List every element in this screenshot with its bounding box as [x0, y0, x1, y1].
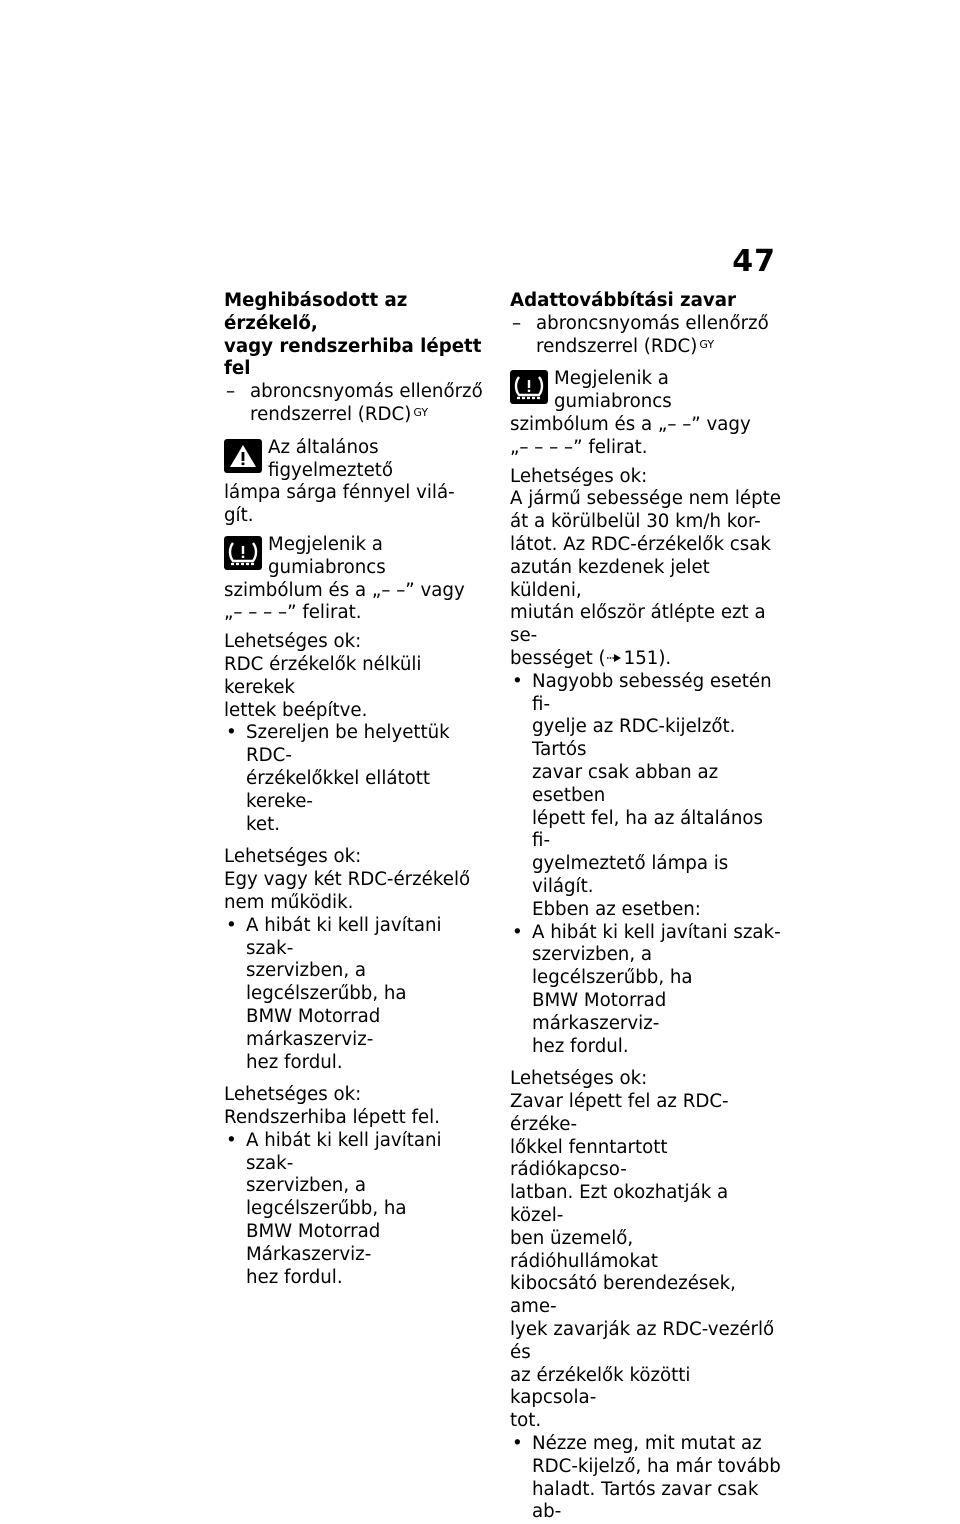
text-line: Egy vagy két RDC-érzékelő: [224, 869, 471, 891]
text-line: lettek beépítve.: [224, 699, 368, 721]
heading-line: Meghibásodott az érzékelő,: [224, 290, 408, 334]
text-line: érzékelőkkel ellátott kereke-: [246, 767, 431, 812]
text-line: gyelje az RDC-kijelzőt. Tartós: [532, 716, 736, 761]
text-line: A jármű sebessége nem lépte: [510, 488, 781, 510]
text-line: Az általános figyelmeztető: [268, 436, 394, 481]
text-line: Szereljen be helyettük RDC-: [246, 722, 450, 767]
page-reference[interactable]: 151).: [623, 647, 672, 669]
text-line: zavar csak abban az esetben: [532, 761, 719, 806]
text-line: szervizben, a legcélszerűbb, ha: [246, 1175, 407, 1220]
bullet-item: [510, 671, 782, 922]
dash-marker: –: [226, 381, 236, 403]
tire-indicator-block: [510, 368, 782, 459]
text-line: „– – – –” felirat.: [224, 602, 362, 624]
text-line: az érzékelők közötti kapcsola-: [510, 1364, 691, 1409]
section-heading: [224, 290, 492, 381]
text-line: haladt. Tartós zavar csak ab-: [532, 1478, 759, 1523]
bullet-item: [510, 1433, 782, 1524]
text-line: hez fordul.: [246, 1051, 343, 1073]
bullet-marker: •: [512, 1433, 523, 1455]
text-line: gyelmeztető lámpa is világít.: [532, 853, 729, 897]
text-line: Nézze meg, mit mutat az: [532, 1433, 762, 1455]
text-line: BMW Motorrad márkaszerviz-: [532, 989, 667, 1034]
page-reference-arrow-icon: [606, 648, 624, 671]
text-line: miután először átlépte ezt a se-: [510, 602, 766, 647]
text-line: ket.: [246, 813, 280, 835]
text-line: hez fordul.: [532, 1035, 629, 1057]
text-line: azután kezdenek jelet küldeni,: [510, 556, 710, 601]
text-line: nem működik.: [224, 891, 354, 913]
text-line: Nagyobb sebesség esetén fi-: [532, 670, 772, 715]
bullet-marker: •: [226, 914, 237, 936]
text-line: lőkkel fenntartott rádiókapcso-: [510, 1136, 668, 1181]
superscript: GY: [699, 337, 715, 351]
right-column: [510, 290, 782, 1524]
bullet-marker: •: [512, 921, 523, 943]
text-line: tot.: [510, 1410, 542, 1432]
text-line: Megjelenik a gumiabroncs: [268, 533, 386, 578]
cause-label: Lehetséges ok:: [224, 846, 362, 868]
cause-label: Lehetséges ok:: [224, 1084, 362, 1106]
text-line: Zavar lépett fel az RDC-érzéke-: [510, 1091, 729, 1135]
text-line: szimbólum és a „– –” vagy: [510, 413, 751, 435]
text-line: abroncsnyomás ellenőrző: [250, 381, 483, 403]
text-line: szervizben, a legcélszerűbb, ha: [246, 960, 407, 1005]
text-line: A hibát ki kell javítani szak-: [532, 921, 781, 943]
text-line: Rendszerhiba lépett fel.: [224, 1107, 440, 1129]
tire-pressure-icon: [510, 370, 548, 404]
text-line: bességet (: [510, 647, 606, 669]
text-line: át a körülbelül 30 km/h kor-: [510, 511, 761, 533]
text-line: BMW Motorrad márkaszerviz-: [246, 1005, 381, 1050]
tire-pressure-icon: [224, 536, 262, 570]
text-line: ben üzemelő, rádióhullámokat: [510, 1227, 658, 1272]
text-line: lámpa sárga fénnyel vilá-: [224, 482, 455, 504]
text-line: Megjelenik a gumiabroncs: [554, 368, 672, 413]
bullet-item: [224, 722, 492, 836]
text-line: lyek zavarják az RDC-vezérlő és: [510, 1319, 775, 1363]
text-line: BMW Motorrad Márkaszerviz-: [246, 1221, 381, 1265]
bullet-marker: •: [226, 722, 237, 744]
bullet-marker: •: [226, 1129, 237, 1151]
bullet-item: [510, 922, 782, 1059]
text-line: A hibát ki kell javítani szak-: [246, 1129, 442, 1174]
bullet-marker: •: [512, 670, 523, 692]
text-line: rendszerrel (RDC): [250, 403, 412, 425]
left-column: [224, 290, 492, 1289]
dash-list-item: [224, 381, 492, 427]
text-line: abroncsnyomás ellenőrző: [536, 312, 769, 334]
cause-label: Lehetséges ok:: [510, 465, 648, 487]
text-line: Ebben az esetben:: [532, 898, 701, 920]
text-line: „– – – –” felirat.: [510, 436, 648, 458]
superscript: GY: [413, 405, 429, 419]
text-line: RDC érzékelők nélküli kerekek: [224, 653, 422, 698]
heading-line: vagy rendszerhiba lépett fel: [224, 335, 482, 380]
section-heading: Adattovábbítási zavar: [510, 290, 736, 311]
cause-label: Lehetséges ok:: [510, 1068, 648, 1090]
dash-list-item: [510, 313, 782, 359]
bullet-item: [224, 1130, 492, 1290]
bullet-item: [224, 915, 492, 1075]
dash-marker: –: [512, 312, 522, 334]
text-line: lépett fel, ha az általános fi-: [532, 807, 763, 852]
text-line: kibocsátó berendezések, ame-: [510, 1273, 736, 1318]
text-line: szervizben, a legcélszerűbb, ha: [532, 944, 693, 989]
text-line: gít.: [224, 505, 254, 527]
text-line: A hibát ki kell javítani szak-: [246, 914, 442, 959]
tire-indicator-block: [224, 534, 492, 625]
text-line: szimbólum és a „– –” vagy: [224, 579, 465, 601]
text-line: látot. Az RDC-érzékelők csak: [510, 533, 771, 555]
text-line: hez fordul.: [246, 1266, 343, 1288]
page-number: 47: [732, 244, 776, 279]
text-line: RDC-kijelző, ha már tovább: [532, 1455, 781, 1477]
warning-triangle-icon: [224, 439, 262, 473]
text-line: latban. Ezt okozhatják a közel-: [510, 1182, 729, 1227]
cause-label: Lehetséges ok:: [224, 631, 362, 653]
text-line: rendszerrel (RDC): [536, 335, 698, 357]
warning-indicator-block: [224, 437, 492, 528]
